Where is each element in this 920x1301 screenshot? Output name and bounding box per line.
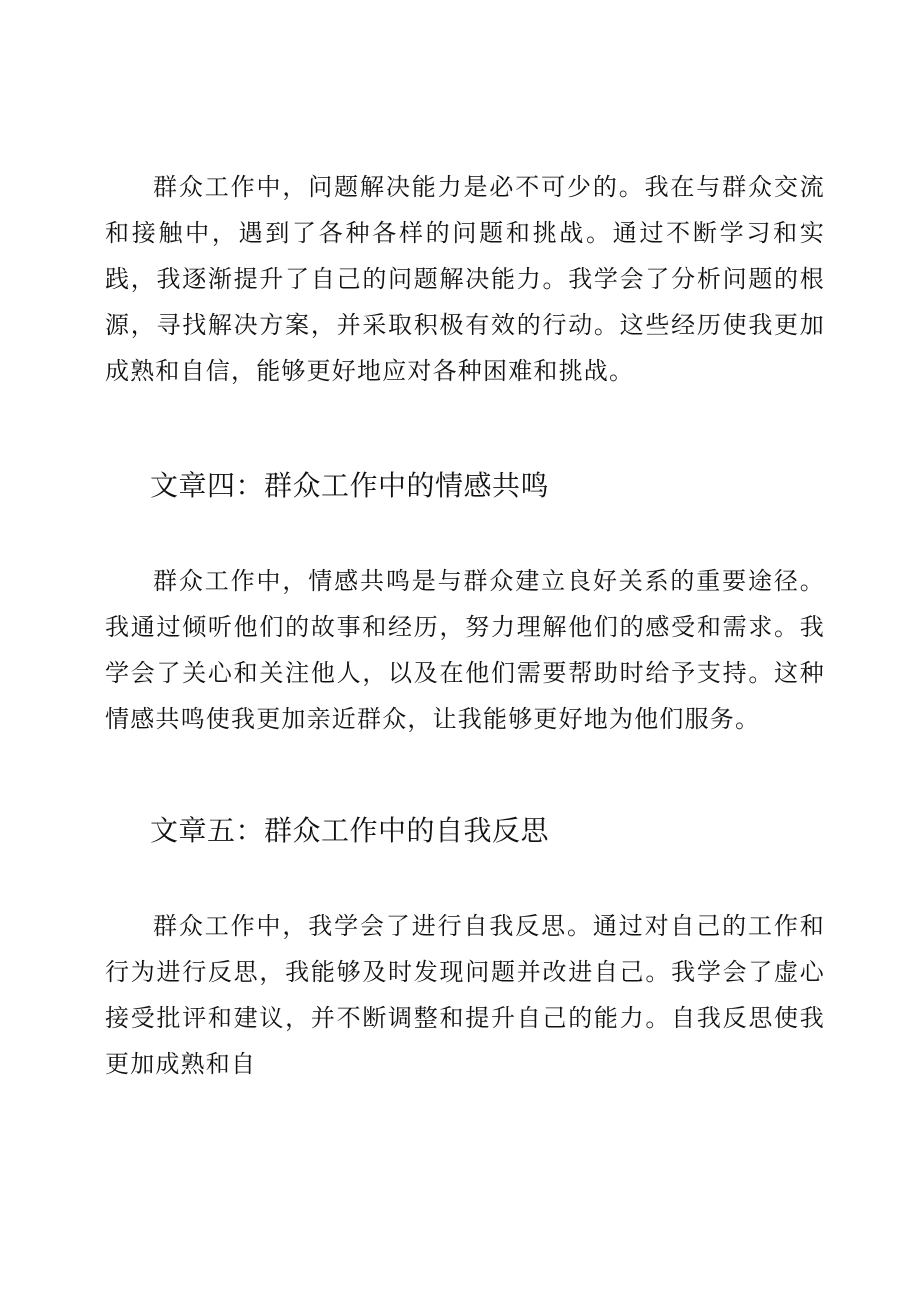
section5-body-paragraph: 群众工作中，我学会了进行自我反思。通过对自己的工作和行为进行反思，我能够及时发现问题并改进自己。我学会了虚心接受批评和建议，并不断调整和提升自己的能力。自我反思使我更加成熟和自: [105, 912, 825, 1078]
section3-body-paragraph: 群众工作中，问题解决能力是必不可少的。我在与群众交流和接触中，遇到了各种各样的问题和挑战。通过不断学习和实践，我逐渐提升了自己的问题解决能力。我学会了分析问题的根源，寻找解决方案，并采取积极有效的行动。这些经历使我更加成熟和自信，能够更好地应对各种困难和挑战。: [105, 173, 825, 385]
section4-body-paragraph: 群众工作中，情感共鸣是与群众建立良好关系的重要途径。我通过倾听他们的故事和经历，努力理解他们的感受和需求。我学会了关心和关注他人，以及在他们需要帮助时给予支持。这种情感共鸣使我更加亲近群众，让我能够更好地为他们服务。: [105, 567, 825, 733]
section5-heading: 文章五：群众工作中的自我反思: [150, 814, 550, 847]
section4-heading: 文章四：群众工作中的情感共鸣: [150, 469, 550, 502]
